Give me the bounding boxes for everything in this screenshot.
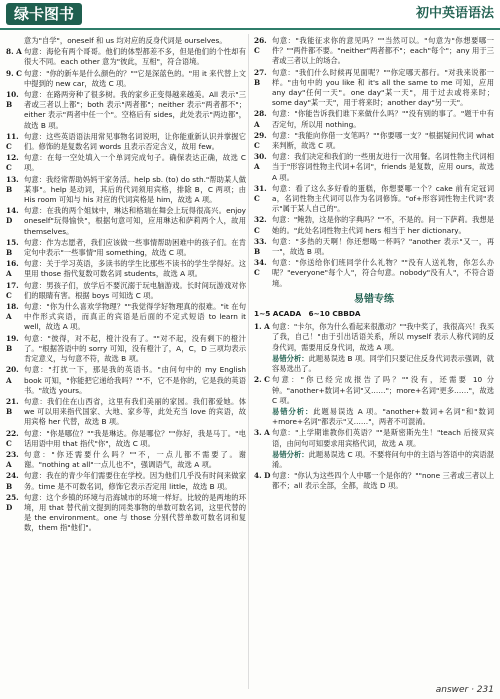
- answer-item: [6, 36, 246, 46]
- answer-item: [6, 471, 246, 491]
- answer-number: 21. B: [6, 396, 19, 417]
- answer-number: 9. C: [6, 68, 22, 78]
- answer-item: [6, 450, 246, 470]
- answer-item: [254, 354, 494, 374]
- answer-text: 此题易误选 C 项。不要将问句中的主语与答语中的宾语混淆。: [272, 449, 494, 469]
- answer-item: [6, 259, 246, 279]
- answer-text: 句意："鲍勃，这是你的字典吗？""不，不是的。问一下萨莉。我想是她的。"此处名词性物主代词 hers 相当于 her dictionary。: [272, 215, 494, 235]
- answer-number: 14. D: [6, 206, 19, 226]
- answer-number: 27. B: [254, 67, 267, 87]
- answer-number: 31. C: [254, 183, 267, 204]
- header-bar: [0, 0, 500, 30]
- answer-item: [254, 375, 494, 406]
- answer-text: 句意：这些英语语法用常见事物名词说明，让你能重新认识并掌握它们。修饰的是复数名词 words 且表示否定含义，故用 few。: [24, 131, 246, 152]
- answer-number: 20. A: [6, 365, 19, 385]
- answer-text: 意为"自学"，oneself 和 us 均对应的反身代词是 ourselves。: [24, 36, 227, 45]
- answer-number: 26. C: [254, 36, 267, 56]
- answer-item: [254, 237, 494, 257]
- answer-item: [254, 68, 494, 109]
- answer-item: [6, 69, 246, 89]
- answer-text: 句意："多热的天啊！你还想喝一杯吗？"another 表示"又一，再一"，故选 B 项。: [272, 236, 494, 257]
- answer-item: [254, 36, 494, 67]
- brand-logo: 绿卡图书: [6, 3, 82, 25]
- answer-text: 句意：这个乡镇的环境与沿海城市的环境一样好。比较的是两地的环境，用 that 替代前文提到的同类事物的单数可数名词，这里代替的是 the environment。one 与 those 分别代替单数可数名词和复数，them 指"他们"。: [24, 492, 246, 533]
- answer-number: 1. A: [254, 322, 270, 332]
- column-divider: [248, 34, 249, 689]
- answer-number: 19. B: [6, 333, 19, 353]
- answer-text: 句意："你送给你们班同学什么礼物？""没有人送礼物，你怎么办呢？"everyone"每个人"，符合句意。nobody"没有人"，不符合语境。: [272, 258, 494, 288]
- answer-text: 句意：在路两旁种了很多树。我的家乡正变得越来越美。All 表示"三者或三者以上都"；both 表示"两者都"；neither 表示"两者都不"；either 表示"两者中任一个"。空格后有 sides，此处表示"两边都"，故选 B 项。: [24, 90, 246, 130]
- answer-number: 30. A: [254, 152, 267, 172]
- error-analysis-label: 易错分析：: [272, 406, 314, 416]
- answer-item: [6, 175, 246, 206]
- answer-item: [254, 152, 494, 183]
- answer-item: [6, 153, 246, 173]
- answer-number: 13. B: [6, 174, 19, 194]
- answer-text: 句意：看了这么多好看的蛋糕，你想要哪一个？cake 前有定冠词 a，名词性物主代词可以作为名词修饰。"of+形容词性物主代词"表示"属于某人自己的"。: [272, 183, 494, 214]
- answer-number: 4. D: [254, 471, 271, 481]
- answer-text: 句意：关于学习英语，多读书的学生比那些不读书的学生学得好。这里用 those 指代复数可数名词 students，故选 A 项。: [24, 259, 246, 279]
- answer-item: [6, 302, 246, 333]
- answer-number: 15. B: [6, 237, 19, 258]
- answer-item: [254, 215, 494, 235]
- answer-keys: 1~5 ACADA 6~10 CBBDA: [254, 309, 361, 319]
- answer-number: 3. A: [254, 428, 270, 438]
- error-analysis-label: 易错分析：: [272, 449, 309, 459]
- right-column: [254, 36, 494, 493]
- answer-number: 24. B: [6, 471, 19, 491]
- answer-text: 句意：我经常帮助妈妈干家务活。help sb. (to) do sth."帮助某人做某事"。help 是动词，其后的代词须用宾格，排除 B，C 两项；由 His room 可知与 his 对应的代词宾格是 him，故选 A 项。: [24, 174, 246, 205]
- answer-text: 句意："我能向你借一支笔吗？""你要哪一支？"根据疑问代词 what 来判断，故选 C 项。: [272, 130, 494, 151]
- answer-number: 28. A: [254, 109, 267, 129]
- answer-text: 句意："彼得，对不起，橙汁没有了。""对不起，没有剩下的橙汁了。"根据答语中的 sorry 可知，没有橙汁了，A，C，D 三项均表示肯定意义，与句意不符，故选 B 项。: [24, 333, 246, 364]
- answer-text: 句意：我们决定和我们的一些朋友进行一次用餐。名词性物主代词相当于"形容词性物主代词+名词"，friends 是复数，应用 ours，故选 A 项。: [272, 152, 494, 182]
- answer-number: 16. A: [6, 259, 19, 279]
- answer-item: [6, 334, 246, 365]
- answer-number: 23. A: [6, 449, 19, 470]
- answer-item: [6, 47, 246, 67]
- answer-item: [254, 131, 494, 151]
- answer-text: 句意：海伦有两个哥哥。他们的体型都差不多，但是他们的个性却有很大不同。each other 意为"彼此，互相"，符合语境。: [24, 47, 246, 67]
- answer-text: 句意："你认为这些四个人中哪一个是你的？""none 三者或三者以上都不；all 表示全部，全都，故选 D 项。: [272, 471, 494, 491]
- answer-item: [6, 493, 246, 534]
- answer-item: [6, 90, 246, 131]
- answer-text: 此题易误选 A 项。"another+数词+名词"和"数词+more+名词"都表示"又……"，两者不可混淆。: [272, 406, 495, 427]
- page-footer: answer · 231: [435, 685, 494, 695]
- answer-item: [254, 258, 494, 289]
- answer-text: 句意："你已经完成报告了吗？""没有，还需要 10 分钟。"another+数词+名词"又……"；more+名词"更多……"，故选 C 项。: [272, 375, 494, 405]
- answer-number: 12. C: [6, 153, 19, 173]
- answer-item: [254, 471, 494, 491]
- answer-text: 句意："卡尔，你为什么看起来很激动？""我中奖了，我很高兴！我买了我，自己！"由于引出话语关系，所以 myself 表示人称代词的反身代词，需要用反身代词，故选 A 项。: [272, 322, 494, 352]
- answer-item: [254, 407, 494, 427]
- answer-item: [6, 206, 246, 237]
- answer-text: 句意：作为志愿者，我们应该做一些事情帮助困难中的孩子们。在肯定句中表示"一些事情"用 something，故选 C 项。: [24, 237, 246, 258]
- answer-item: [6, 365, 246, 396]
- answer-number: 2. C: [254, 375, 270, 385]
- answer-number: 17. C: [6, 280, 19, 300]
- answer-item: [254, 428, 494, 448]
- answer-text: 句意："你的新车是什么颜色的？""它是深蓝色的。"用 it 来代替上文中提到的 new car，故选 C 项。: [24, 68, 246, 88]
- answer-item: [6, 429, 246, 449]
- answer-number: 18. A: [6, 302, 19, 322]
- answer-text: 句意：我们住在山西省，这里有我们美丽的家园。我们都爱她。体 we 可以用来指代国家、大地、家乡等，此处充当 love 的宾语，故用宾格 her 代替，故选 B 项。: [24, 396, 246, 427]
- right-answer-list: [254, 36, 494, 289]
- book-title: 初中英语语法: [415, 6, 494, 21]
- answer-number: 32. C: [254, 215, 267, 235]
- answer-text: 句意：我在的青少年们需要住在学校。因为他们几乎没有时间来做家务。time 是不可数名词，修饰它表示否定用 little，故选 B 项。: [24, 471, 246, 491]
- answer-number: 11. C: [6, 131, 19, 152]
- practice-list: [254, 322, 494, 491]
- answer-text: 句意："你为什么喜欢学物理？""我觉得学好物理真的很难。"it 在句中作形式宾语，而真正的宾语是后面的不定式短语 to learn it well，故选 A 项。: [24, 302, 246, 332]
- answer-text: 句意："我能征求你的意见吗？""当然可以。"句意为"你想要哪一件？""两件都不要。"neither"两者都不"；each"每个"；any 用于三者或三者以上的场合。: [272, 36, 494, 66]
- answer-number: 10. B: [6, 90, 19, 110]
- answer-number: 25. D: [6, 492, 19, 512]
- answer-item: [254, 322, 494, 353]
- answer-text: 此题易误选 B 项。同学们只要记住反身代词表示强调，就容易选出了。: [272, 353, 494, 374]
- answer-item: [6, 397, 246, 428]
- answer-text: 句意："我们什么时候再见面呢？""你定哪天都行。"对我来说都一样。"由句中的 you like 和 it's all the same to me 可知，应用 any day"任何一天"。one day"某一天"，用于过去或将来时；some day"某一天"，用于将来时；another day"另一天"。: [272, 67, 494, 108]
- answer-text: 句意："你是哪位？""我是琳达。你是哪位？""你好，我是马丁。"电话用语中用 that 指代"你"，故选 C 项。: [24, 428, 246, 448]
- answer-number: 33. B: [254, 236, 267, 257]
- answer-text: 句意："你能告诉我们谁下来做什么吗？""没有别的事了。"题干中有否定句，所以用 nothing。: [272, 109, 494, 129]
- answer-number: 22. C: [6, 428, 19, 448]
- answer-text: 句意：在我的两个姐妹中，琳达和格瑞在舞会上玩得很高兴。enjoy oneself"玩得愉快"，根据句意可知，应用琳达和萨莉两个人，故用 themselves。: [24, 206, 246, 236]
- answer-item: [6, 132, 246, 152]
- answer-item: [6, 238, 246, 258]
- answer-text: 句意："打扰一下，那是我的英语书。"由问句中的 my English book 可知，"你能把它递给我吗？""不，它不是你的，它是我的英语书。"故选 yours。: [24, 365, 246, 395]
- answer-item: [254, 184, 494, 215]
- answer-number: 34. C: [254, 258, 267, 278]
- answer-number: 29. C: [254, 130, 267, 151]
- section-title: 易错专练: [354, 293, 394, 305]
- answer-text: 句意：男孩子们，放学后不要沉溺于玩电脑游戏。长时间玩游戏对你们的眼睛有害。根据 boys 可知选 C 项。: [24, 280, 246, 300]
- left-column: [6, 36, 246, 535]
- answer-text: 句意："上学期谁教你们英语？""是斯密斯先生！"teach 后接双宾语，由问句可知要求用宾格代词，故选 A 项。: [272, 428, 494, 448]
- answer-text: 句意：在每一空处填入一个单词完成句子。确保表达正确，故选 C 项。: [24, 153, 246, 173]
- answer-item: [254, 109, 494, 129]
- answer-text: 句意："你还需要什么吗？""不，一点儿都不需要了。谢谢。"nothing at all"一点儿也不"，强调语气，故选 A 项。: [24, 449, 246, 470]
- error-analysis-label: 易错分析：: [272, 353, 309, 363]
- answer-number: 8. A: [6, 47, 22, 57]
- answer-item: [6, 281, 246, 301]
- answer-item: [254, 450, 494, 470]
